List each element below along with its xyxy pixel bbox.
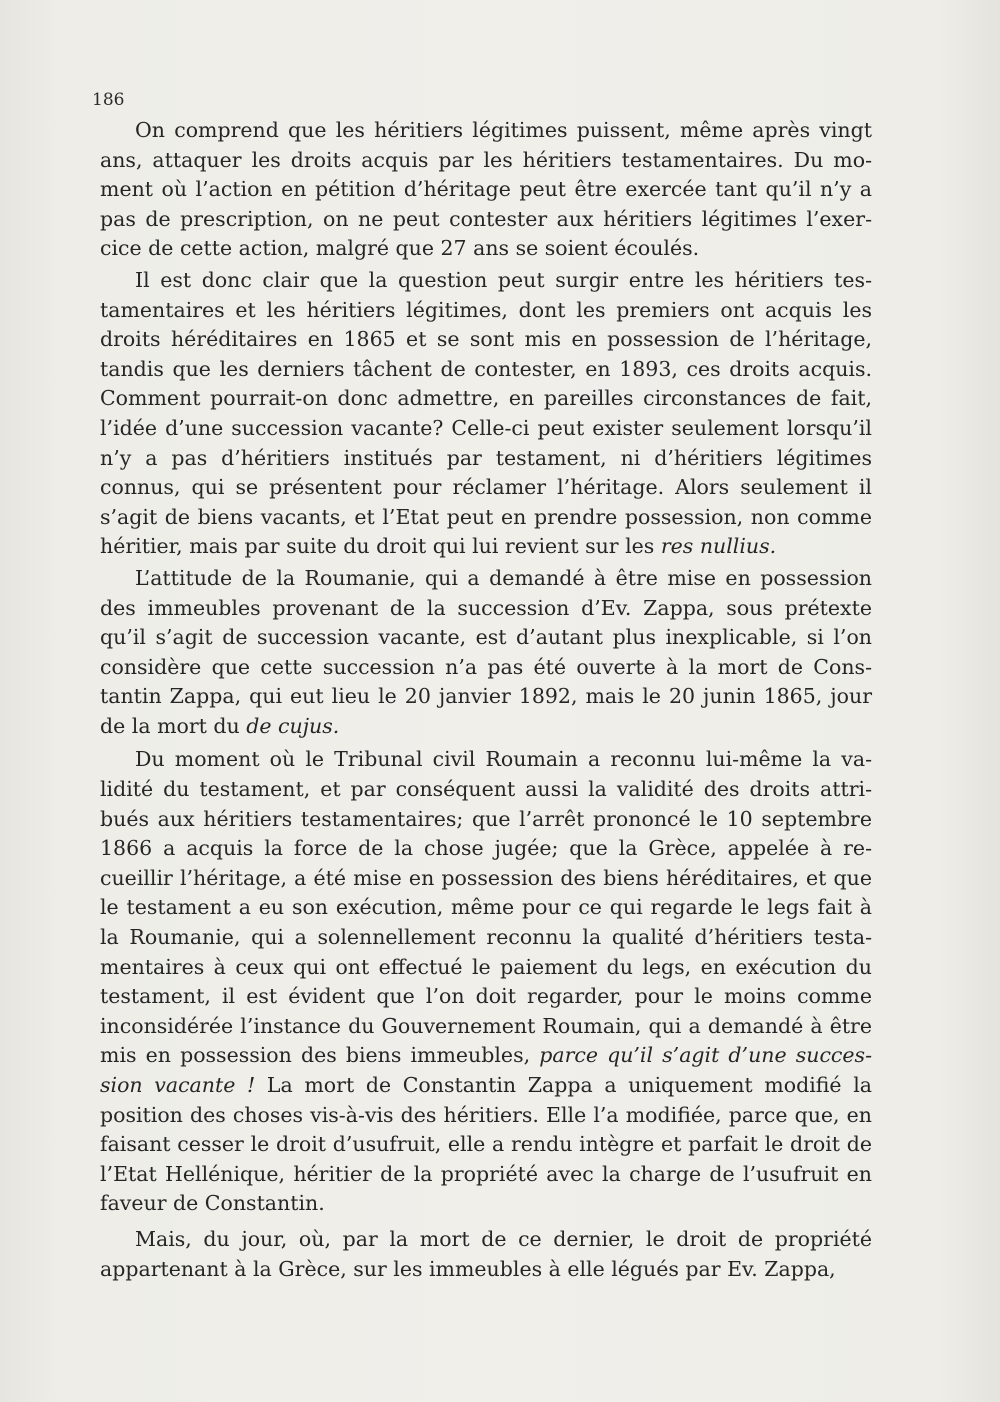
paragraph-2 xyxy=(100,266,872,562)
paragraph-4-italic-text: parce qu’il s’agit d’une succession vacante ! xyxy=(100,1043,872,1097)
paragraph-4 xyxy=(100,745,872,1219)
paragraph-3-italic-text: de cujus. xyxy=(246,713,340,738)
paragraph-2-italic-text: res nullius. xyxy=(660,534,777,559)
paragraph-4-text-end: La mort de Constantin Zappa a uniquement modifié la position des choses vis-à-vis des héritiers. Elle l’a modifiée, parce que, en faisant cesser le droit d’usufruit, elle a rendu intègre et parfait le droit de l’Etat Hellénique, héritier de la propriété avec la charge de l’usufruit en faveur de Constantin. xyxy=(100,1073,872,1216)
paragraph-1-text: On comprend que les héritiers légitimes puissent, même après vingt ans, attaquer les droits acquis par les héritiers testamentaires. Du moment où l’action en pétition d’héritage peut être exercée tant qu’il n’y a pas de prescription, on ne peut contester aux héritiers légitimes l’exercice de cette action, malgré que 27 ans se soient écoulés. xyxy=(100,118,872,261)
paragraph-3-text: L’attitude de la Roumanie, qui a demandé à être mise en possession des immeubles provenant de la succession d’Ev. Zappa, sous prétexte qu’il s’agit de succession vacante, est d’autant plus inexplicable, si l’on considère que cette succession n’a pas été ouverte à la mort de Constantin Zappa, qui eut lieu le 20 janvier 1892, mais le 20 junin 1865, jour de la mort du xyxy=(100,565,872,738)
body-text xyxy=(100,116,872,1284)
paragraph-2-text: Il est donc clair que la question peut surgir entre les héritiers testamentaires et les héritiers légitimes, dont les premiers ont acquis les droits héréditaires en 1865 et se sont mis en possession de l’héritage, tandis que les derniers tâchent de contester, en 1893, ces droits acquis. Comment pourrait-on donc admettre, en pareilles circonstances de fait, l’idée d’une succession vacante? Celle-ci peut exister seulement lorsqu’il n’y a pas d’héritiers institués par testament, ni d’héritiers légitimes connus, qui se présentent pour réclamer l’héritage. Alors seulement il s’agit de biens vacants, et l’Etat peut en prendre possession, non comme héritier, mais par suite du droit qui lui revient sur les xyxy=(100,267,872,559)
paragraph-5 xyxy=(100,1225,872,1284)
paragraph-3 xyxy=(100,564,872,742)
page-number: 186 xyxy=(92,90,125,110)
paragraph-4-text: Du moment où le Tribunal civil Roumain a reconnu lui-même la validité du testament, et par conséquent aussi la validité des droits attribués aux héritiers testamentaires; que l’arrêt prononcé le 10 septembre 1866 a acquis la force de la chose jugée; que la Grèce, appelée à recueillir l’héritage, a été mise en possession des biens héréditaires, et que le testament a eu son exécution, même pour ce qui regarde le legs fait à la Roumanie, qui a solennellement reconnu la qualité d’héritiers testamentaires à ceux qui ont effectué le paiement du legs, en exécution du testament, il est évident que l’on doit regarder, pour le moins comme inconsidérée l’instance du Gouvernement Roumain, qui a demandé à être mis en possession des biens immeubles, xyxy=(100,747,872,1068)
paragraph-5-text: Mais, du jour, où, par la mort de ce dernier, le droit de propriété appartenant à la Grèce, sur les immeubles à elle légués par Ev. Zappa, xyxy=(100,1226,872,1281)
paragraph-1 xyxy=(100,116,872,264)
